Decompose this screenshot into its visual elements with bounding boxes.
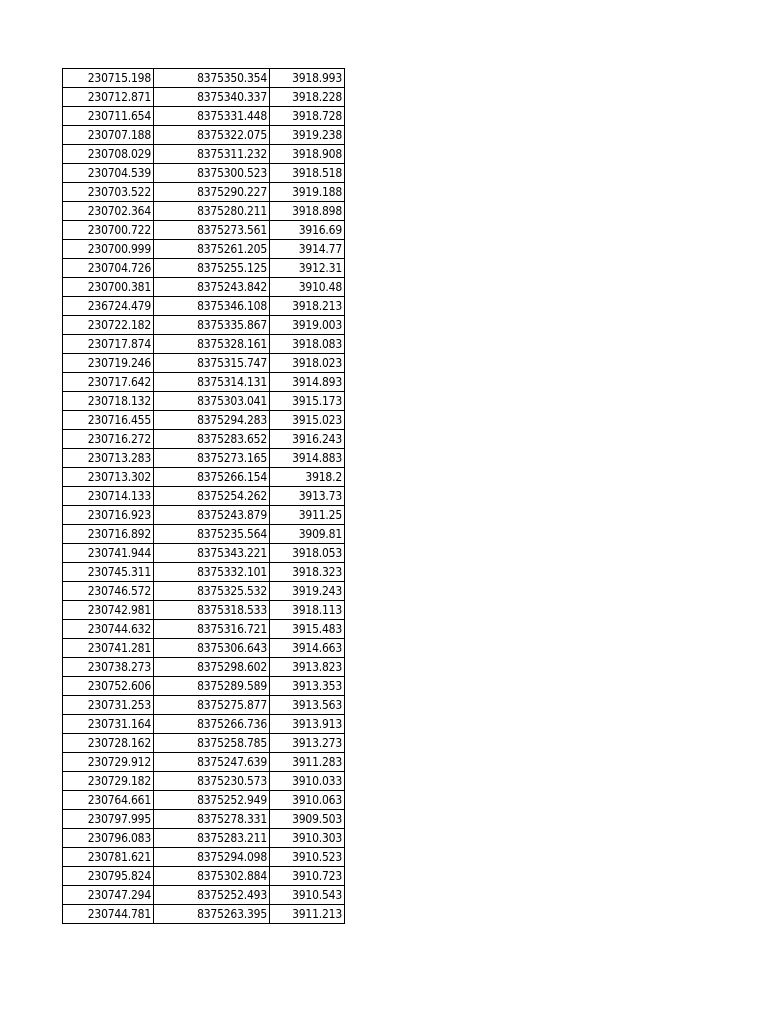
y-coordinate-cell[interactable]: 8375298.602 (154, 658, 270, 677)
x-coordinate-cell[interactable]: 230707.188 (63, 126, 154, 145)
x-coordinate-cell[interactable]: 230700.999 (63, 240, 154, 259)
elevation-cell[interactable]: 3911.213 (270, 905, 345, 924)
y-coordinate-cell[interactable]: 8375235.564 (154, 525, 270, 544)
table-row (63, 867, 345, 886)
x-coordinate-cell[interactable]: 230738.273 (63, 658, 154, 677)
x-coordinate-cell[interactable]: 230713.283 (63, 449, 154, 468)
elevation-cell[interactable]: 3918.053 (270, 544, 345, 563)
table-row (63, 126, 345, 145)
y-coordinate-cell[interactable]: 8375325.532 (154, 582, 270, 601)
y-coordinate-cell[interactable]: 8375243.842 (154, 278, 270, 297)
elevation-cell[interactable]: 3914.77 (270, 240, 345, 259)
elevation-cell[interactable]: 3909.503 (270, 810, 345, 829)
table-row (63, 88, 345, 107)
y-coordinate-cell[interactable]: 8375283.211 (154, 829, 270, 848)
table-row (63, 753, 345, 772)
elevation-cell[interactable]: 3916.243 (270, 430, 345, 449)
x-coordinate-cell[interactable]: 230747.294 (63, 886, 154, 905)
elevation-cell[interactable]: 3914.893 (270, 373, 345, 392)
y-coordinate-cell[interactable]: 8375273.165 (154, 449, 270, 468)
table-row (63, 829, 345, 848)
x-coordinate-cell[interactable]: 230700.722 (63, 221, 154, 240)
x-coordinate-cell[interactable]: 230712.871 (63, 88, 154, 107)
y-coordinate-cell[interactable]: 8375318.533 (154, 601, 270, 620)
x-coordinate-cell[interactable]: 230716.892 (63, 525, 154, 544)
x-coordinate-cell[interactable]: 230731.253 (63, 696, 154, 715)
elevation-cell[interactable]: 3910.543 (270, 886, 345, 905)
table-row (63, 335, 345, 354)
elevation-cell[interactable]: 3913.563 (270, 696, 345, 715)
table-row (63, 544, 345, 563)
table-row (63, 677, 345, 696)
y-coordinate-cell[interactable]: 8375275.877 (154, 696, 270, 715)
elevation-cell[interactable]: 3919.243 (270, 582, 345, 601)
elevation-cell[interactable]: 3911.25 (270, 506, 345, 525)
table-row (63, 183, 345, 202)
elevation-cell[interactable]: 3915.483 (270, 620, 345, 639)
y-coordinate-cell[interactable]: 8375254.262 (154, 487, 270, 506)
table-row (63, 601, 345, 620)
x-coordinate-cell[interactable]: 230704.726 (63, 259, 154, 278)
table-row (63, 69, 345, 88)
x-coordinate-cell[interactable]: 230744.781 (63, 905, 154, 924)
elevation-cell[interactable]: 3914.883 (270, 449, 345, 468)
x-coordinate-cell[interactable]: 230702.364 (63, 202, 154, 221)
x-coordinate-cell[interactable]: 230716.272 (63, 430, 154, 449)
y-coordinate-cell[interactable]: 8375247.639 (154, 753, 270, 772)
table-row (63, 772, 345, 791)
elevation-cell[interactable]: 3915.023 (270, 411, 345, 430)
coordinate-table (62, 68, 345, 924)
table-row (63, 582, 345, 601)
x-coordinate-cell[interactable]: 230797.995 (63, 810, 154, 829)
y-coordinate-cell[interactable]: 8375311.232 (154, 145, 270, 164)
table-row (63, 696, 345, 715)
table-row (63, 449, 345, 468)
y-coordinate-cell[interactable]: 8375306.643 (154, 639, 270, 658)
x-coordinate-cell[interactable]: 230745.311 (63, 563, 154, 582)
x-coordinate-cell[interactable]: 230741.281 (63, 639, 154, 658)
table-row (63, 487, 345, 506)
x-coordinate-cell[interactable]: 230729.182 (63, 772, 154, 791)
x-coordinate-cell[interactable]: 230716.455 (63, 411, 154, 430)
y-coordinate-cell[interactable]: 8375278.331 (154, 810, 270, 829)
y-coordinate-cell[interactable]: 8375283.652 (154, 430, 270, 449)
y-coordinate-cell[interactable]: 8375315.747 (154, 354, 270, 373)
elevation-cell[interactable]: 3913.353 (270, 677, 345, 696)
elevation-cell[interactable]: 3918.518 (270, 164, 345, 183)
x-coordinate-cell[interactable]: 230719.246 (63, 354, 154, 373)
x-coordinate-cell[interactable]: 230731.164 (63, 715, 154, 734)
x-coordinate-cell[interactable]: 230728.162 (63, 734, 154, 753)
x-coordinate-cell[interactable]: 230715.198 (63, 69, 154, 88)
elevation-cell[interactable]: 3919.238 (270, 126, 345, 145)
y-coordinate-cell[interactable]: 8375302.884 (154, 867, 270, 886)
elevation-cell[interactable]: 3914.663 (270, 639, 345, 658)
table-row (63, 221, 345, 240)
x-coordinate-cell[interactable]: 230714.133 (63, 487, 154, 506)
y-coordinate-cell[interactable]: 8375340.337 (154, 88, 270, 107)
table-row (63, 886, 345, 905)
table-row (63, 620, 345, 639)
elevation-cell[interactable]: 3913.913 (270, 715, 345, 734)
table-row (63, 734, 345, 753)
y-coordinate-cell[interactable]: 8375331.448 (154, 107, 270, 126)
x-coordinate-cell[interactable]: 230746.572 (63, 582, 154, 601)
x-coordinate-cell[interactable]: 230796.083 (63, 829, 154, 848)
elevation-cell[interactable]: 3912.31 (270, 259, 345, 278)
elevation-cell[interactable]: 3918.728 (270, 107, 345, 126)
table-row (63, 506, 345, 525)
y-coordinate-cell[interactable]: 8375289.589 (154, 677, 270, 696)
y-coordinate-cell[interactable]: 8375266.154 (154, 468, 270, 487)
x-coordinate-cell[interactable]: 230703.522 (63, 183, 154, 202)
table-row (63, 563, 345, 582)
table-row (63, 316, 345, 335)
y-coordinate-cell[interactable]: 8375261.205 (154, 240, 270, 259)
y-coordinate-cell[interactable]: 8375263.395 (154, 905, 270, 924)
elevation-cell[interactable]: 3919.188 (270, 183, 345, 202)
y-coordinate-cell[interactable]: 8375350.354 (154, 69, 270, 88)
y-coordinate-cell[interactable]: 8375290.227 (154, 183, 270, 202)
table-body (63, 69, 345, 924)
elevation-cell[interactable]: 3918.323 (270, 563, 345, 582)
x-coordinate-cell[interactable]: 230741.944 (63, 544, 154, 563)
elevation-cell[interactable]: 3910.063 (270, 791, 345, 810)
y-coordinate-cell[interactable]: 8375258.785 (154, 734, 270, 753)
table-row (63, 905, 345, 924)
x-coordinate-cell[interactable]: 230722.182 (63, 316, 154, 335)
x-coordinate-cell[interactable]: 230700.381 (63, 278, 154, 297)
x-coordinate-cell[interactable]: 236724.479 (63, 297, 154, 316)
elevation-cell[interactable]: 3915.173 (270, 392, 345, 411)
elevation-cell[interactable]: 3918.898 (270, 202, 345, 221)
y-coordinate-cell[interactable]: 8375252.493 (154, 886, 270, 905)
x-coordinate-cell[interactable]: 230781.621 (63, 848, 154, 867)
elevation-cell[interactable]: 3910.523 (270, 848, 345, 867)
x-coordinate-cell[interactable]: 230744.632 (63, 620, 154, 639)
elevation-cell[interactable]: 3918.213 (270, 297, 345, 316)
table-row (63, 411, 345, 430)
elevation-cell[interactable]: 3918.023 (270, 354, 345, 373)
table-row (63, 354, 345, 373)
x-coordinate-cell[interactable]: 230708.029 (63, 145, 154, 164)
elevation-cell[interactable]: 3919.003 (270, 316, 345, 335)
table-row (63, 468, 345, 487)
x-coordinate-cell[interactable]: 230729.912 (63, 753, 154, 772)
y-coordinate-cell[interactable]: 8375346.108 (154, 297, 270, 316)
y-coordinate-cell[interactable]: 8375252.949 (154, 791, 270, 810)
table-row (63, 373, 345, 392)
x-coordinate-cell[interactable]: 230795.824 (63, 867, 154, 886)
elevation-cell[interactable]: 3910.033 (270, 772, 345, 791)
table-row (63, 715, 345, 734)
table-row (63, 259, 345, 278)
x-coordinate-cell[interactable]: 230742.981 (63, 601, 154, 620)
y-coordinate-cell[interactable]: 8375294.283 (154, 411, 270, 430)
y-coordinate-cell[interactable]: 8375280.211 (154, 202, 270, 221)
elevation-cell[interactable]: 3913.823 (270, 658, 345, 677)
y-coordinate-cell[interactable]: 8375230.573 (154, 772, 270, 791)
table-row (63, 791, 345, 810)
y-coordinate-cell[interactable]: 8375243.879 (154, 506, 270, 525)
table-row (63, 639, 345, 658)
y-coordinate-cell[interactable]: 8375328.161 (154, 335, 270, 354)
table-row (63, 297, 345, 316)
y-coordinate-cell[interactable]: 8375322.075 (154, 126, 270, 145)
elevation-cell[interactable]: 3913.273 (270, 734, 345, 753)
elevation-cell[interactable]: 3913.73 (270, 487, 345, 506)
y-coordinate-cell[interactable]: 8375294.098 (154, 848, 270, 867)
y-coordinate-cell[interactable]: 8375314.131 (154, 373, 270, 392)
y-coordinate-cell[interactable]: 8375335.867 (154, 316, 270, 335)
elevation-cell[interactable]: 3911.283 (270, 753, 345, 772)
elevation-cell[interactable]: 3918.083 (270, 335, 345, 354)
x-coordinate-cell[interactable]: 230717.642 (63, 373, 154, 392)
x-coordinate-cell[interactable]: 230716.923 (63, 506, 154, 525)
elevation-cell[interactable]: 3910.303 (270, 829, 345, 848)
elevation-cell[interactable]: 3909.81 (270, 525, 345, 544)
y-coordinate-cell[interactable]: 8375343.221 (154, 544, 270, 563)
elevation-cell[interactable]: 3910.48 (270, 278, 345, 297)
table-row (63, 145, 345, 164)
x-coordinate-cell[interactable]: 230711.654 (63, 107, 154, 126)
elevation-cell[interactable]: 3918.228 (270, 88, 345, 107)
elevation-cell[interactable]: 3910.723 (270, 867, 345, 886)
table-row (63, 848, 345, 867)
table-row (63, 392, 345, 411)
x-coordinate-cell[interactable]: 230764.661 (63, 791, 154, 810)
table-row (63, 164, 345, 183)
table-row (63, 202, 345, 221)
x-coordinate-cell[interactable]: 230718.132 (63, 392, 154, 411)
y-coordinate-cell[interactable]: 8375303.041 (154, 392, 270, 411)
y-coordinate-cell[interactable]: 8375266.736 (154, 715, 270, 734)
table-row (63, 107, 345, 126)
elevation-cell[interactable]: 3918.113 (270, 601, 345, 620)
y-coordinate-cell[interactable]: 8375255.125 (154, 259, 270, 278)
elevation-cell[interactable]: 3916.69 (270, 221, 345, 240)
x-coordinate-cell[interactable]: 230752.606 (63, 677, 154, 696)
y-coordinate-cell[interactable]: 8375332.101 (154, 563, 270, 582)
y-coordinate-cell[interactable]: 8375316.721 (154, 620, 270, 639)
x-coordinate-cell[interactable]: 230704.539 (63, 164, 154, 183)
table-row (63, 240, 345, 259)
x-coordinate-cell[interactable]: 230717.874 (63, 335, 154, 354)
y-coordinate-cell[interactable]: 8375273.561 (154, 221, 270, 240)
elevation-cell[interactable]: 3918.993 (270, 69, 345, 88)
table-row (63, 525, 345, 544)
table-row (63, 658, 345, 677)
table-row (63, 430, 345, 449)
elevation-cell[interactable]: 3918.2 (270, 468, 345, 487)
table-row (63, 810, 345, 829)
table-row (63, 278, 345, 297)
y-coordinate-cell[interactable]: 8375300.523 (154, 164, 270, 183)
x-coordinate-cell[interactable]: 230713.302 (63, 468, 154, 487)
elevation-cell[interactable]: 3918.908 (270, 145, 345, 164)
